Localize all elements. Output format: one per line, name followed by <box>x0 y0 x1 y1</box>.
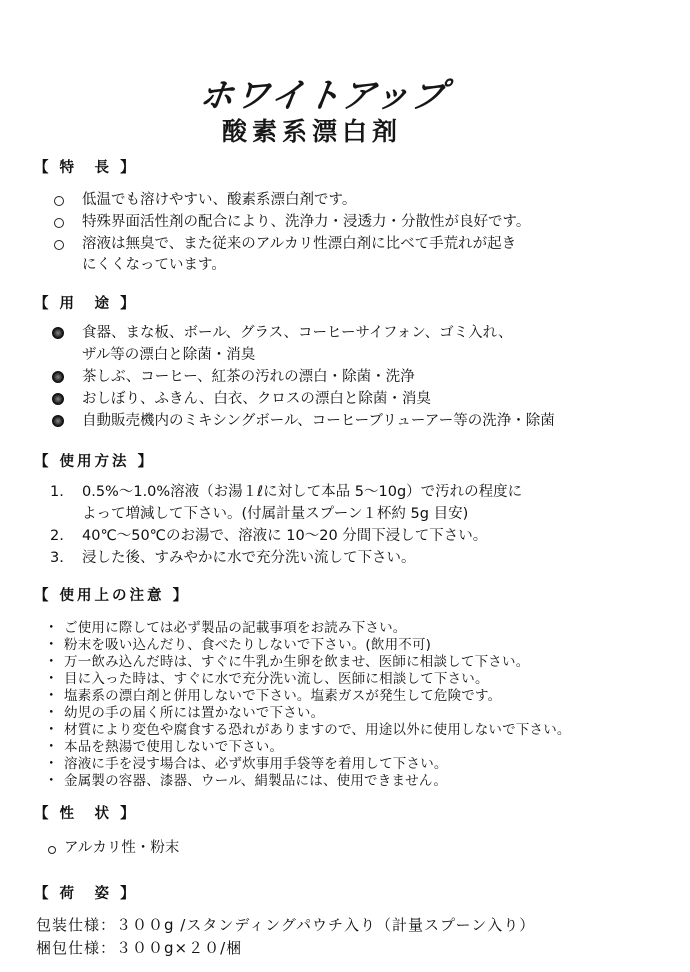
method-number-2: 2. <box>50 528 64 544</box>
caution-item-9: 溶液に手を浸す場合は、必ず炊事用手袋等を着用して下さい。 <box>64 756 448 772</box>
open-circle-bullet-icon <box>54 196 64 206</box>
open-circle-bullet-icon <box>54 240 64 250</box>
use-item-3: おしぼり、ふきん、白衣、クロスの漂白と除菌・消臭 <box>82 391 431 407</box>
caution-bullet: ・ <box>44 688 59 704</box>
caution-bullet: ・ <box>44 722 59 738</box>
caution-bullet: ・ <box>44 671 59 687</box>
caution-item-5: 塩素系の漂白剤と併用しないで下さい。塩素ガスが発生して危険です。 <box>64 688 502 704</box>
feature-item-3-line-2: にくくなっています。 <box>82 257 226 273</box>
use-item-1-line-1: 食器、まな板、ボール、グラス、コーヒーサイフォン、ゴミ入れ、 <box>82 325 513 341</box>
caution-item-4: 目に入った時は、すぐに水で充分洗い流し、医師に相談して下さい。 <box>64 671 489 687</box>
use-item-2: 茶しぶ、コーヒー、紅茶の汚れの漂白・除菌・洗浄 <box>82 369 415 385</box>
caution-bullet: ・ <box>44 654 59 670</box>
small-circle-bullet-icon <box>48 846 56 854</box>
filled-circle-bullet-icon <box>52 327 64 339</box>
caution-bullet: ・ <box>44 637 59 653</box>
caution-bullet: ・ <box>44 773 59 789</box>
method-item-3: 浸した後、すみやかに水で充分洗い流して下さい。 <box>82 550 416 566</box>
use-item-1-line-2: ザル等の漂白と除菌・消臭 <box>82 347 256 363</box>
packaging-heading: 【 荷 姿 】 <box>34 886 138 902</box>
method-heading: 【 使用方法 】 <box>34 454 156 470</box>
method-item-1-line-2: よって増減して下さい。(付属計量スプーン１杯約 5g 目安) <box>82 506 469 522</box>
caution-item-7: 材質により変色や腐食する恐れがありますので、用途以外に使用しないで下さい。 <box>64 722 571 738</box>
filled-circle-bullet-icon <box>52 393 64 405</box>
caution-item-6: 幼児の手の届く所には置かないで下さい。 <box>64 705 325 721</box>
method-item-1-line-1: 0.5%～1.0%溶液（お湯１ℓに対して本品 5～10g）で汚れの程度に <box>82 484 523 500</box>
product-subtitle: 酸素系漂白剤 <box>222 117 403 146</box>
method-number-3: 3. <box>50 550 64 566</box>
properties-text: アルカリ性・粉末 <box>64 840 180 856</box>
cautions-heading: 【 使用上の注意 】 <box>34 588 191 604</box>
features-heading: 【 特 長 】 <box>34 160 138 176</box>
uses-heading: 【 用 途 】 <box>34 296 138 312</box>
caution-item-1: ご使用に際しては必ず製品の記載事項をお読み下さい。 <box>64 620 407 636</box>
caution-item-10: 金属製の容器、漆器、ウール、絹製品には、使用できません。 <box>64 773 448 789</box>
caution-item-2: 粉末を吸い込んだり、食べたりしないで下さい。(飲用不可) <box>64 637 432 653</box>
product-title: ホワイトアップ <box>196 76 450 116</box>
filled-circle-bullet-icon <box>52 415 64 427</box>
feature-item-2: 特殊界面活性剤の配合により、洗浄力・浸透力・分散性が良好です。 <box>82 214 531 230</box>
caution-bullet: ・ <box>44 620 59 636</box>
use-item-4: 自動販売機内のミキシングボール、コーヒーブリューアー等の洗浄・除菌 <box>82 413 555 429</box>
caution-bullet: ・ <box>44 739 59 755</box>
filled-circle-bullet-icon <box>52 371 64 383</box>
open-circle-bullet-icon <box>54 218 64 228</box>
properties-heading: 【 性 状 】 <box>34 806 138 822</box>
caution-bullet: ・ <box>44 705 59 721</box>
packaging-line-1: 包装仕様：３００g /スタンディングパウチ入り（計量スプーン入り） <box>36 916 536 934</box>
method-item-2: 40℃～50℃のお湯で、溶液に 10～20 分間下浸して下さい。 <box>82 528 488 544</box>
caution-bullet: ・ <box>44 756 59 772</box>
method-number-1: 1. <box>50 484 64 500</box>
packaging-line-2: 梱包仕様：３００g×２０/梱 <box>36 939 243 957</box>
caution-item-3: 万一飲み込んだ時は、すぐに牛乳か生卵を飲ませ、医師に相談して下さい。 <box>64 654 530 670</box>
caution-item-8: 本品を熱湯で使用しないで下さい。 <box>64 739 284 755</box>
feature-item-1: 低温でも溶けやすい、酸素系漂白剤です。 <box>82 192 357 208</box>
feature-item-3-line-1: 溶液は無臭で、また従来のアルカリ性漂白剤に比べて手荒れが起き <box>82 236 517 252</box>
